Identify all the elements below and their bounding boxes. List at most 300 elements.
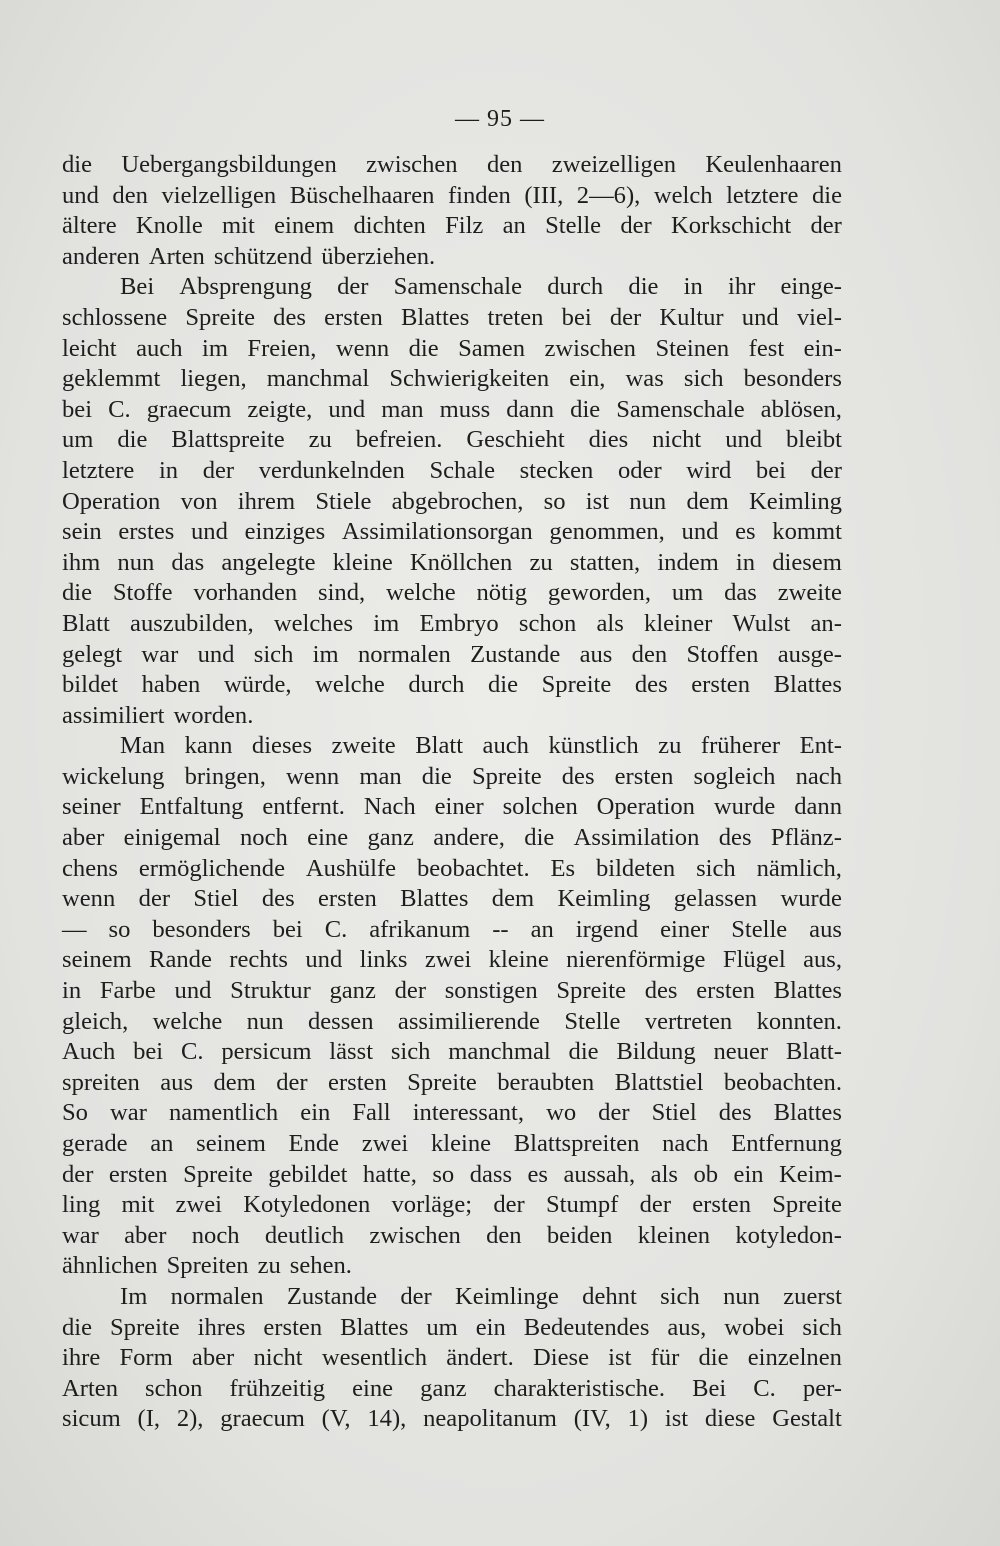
word: zwischen: [366, 151, 458, 178]
word: dann: [794, 793, 842, 821]
word: Blattes: [773, 977, 842, 1005]
word: sich: [683, 365, 724, 393]
word: links: [359, 946, 408, 974]
word: des: [261, 885, 295, 913]
word: geklemmt: [62, 365, 161, 393]
word: solchen: [502, 793, 578, 821]
word: Filz: [445, 212, 484, 240]
text-line: [62, 976, 842, 1007]
word: ist: [608, 1344, 632, 1372]
text-line: [62, 792, 842, 823]
word: würde,: [223, 671, 292, 699]
word: Spreiten: [166, 1252, 249, 1280]
text-line: [62, 1098, 842, 1129]
word: in: [158, 456, 179, 484]
word: Stoffe: [112, 579, 173, 607]
word: Bei: [692, 1374, 727, 1402]
word: zeigte,: [247, 395, 313, 423]
word: in: [735, 548, 756, 576]
word: beobachten.: [723, 1068, 842, 1096]
word: Spreite: [556, 977, 627, 1005]
word: und: [305, 946, 343, 974]
word: gerade: [62, 1130, 128, 1157]
word: Spreite: [185, 303, 256, 331]
word: manchmal: [448, 1038, 551, 1066]
word: Stelle: [731, 915, 788, 943]
word: an-: [810, 609, 842, 637]
text-line: [62, 272, 842, 303]
word: bildet: [62, 671, 119, 699]
word: neapolitanum: [423, 1405, 557, 1433]
word: der: [639, 1191, 672, 1219]
word: zu: [658, 732, 682, 760]
word: C.: [324, 915, 348, 943]
word: ersten: [692, 1191, 751, 1219]
word: Blatt: [62, 609, 110, 637]
word: dem: [491, 885, 535, 913]
word: dies: [588, 426, 629, 454]
word: war: [110, 1099, 147, 1127]
word: Rande: [149, 946, 212, 974]
word: entfernt.: [262, 793, 345, 821]
word: die: [62, 151, 93, 178]
word: des: [273, 303, 306, 331]
word: ling: [62, 1191, 101, 1219]
word: wesentlich: [321, 1344, 427, 1372]
word: die: [487, 671, 519, 699]
text-line: [62, 1190, 842, 1221]
word: das: [171, 548, 205, 576]
text-line: [62, 1404, 842, 1435]
word: kleine: [332, 548, 393, 576]
word: die: [62, 579, 93, 607]
word: letztere: [726, 181, 799, 209]
word: spreiten: [62, 1068, 140, 1096]
word: kann: [184, 732, 233, 760]
text-line: [62, 945, 842, 976]
word: zuerst: [783, 1282, 842, 1310]
word: Blattes: [400, 885, 469, 913]
word: kleine: [488, 946, 549, 974]
word: 14),: [367, 1405, 407, 1433]
word: auszubilden,: [130, 609, 254, 637]
word: nun: [117, 548, 155, 576]
word: lässt: [329, 1038, 374, 1066]
word: Keimling: [557, 885, 651, 913]
word: zweite: [777, 579, 842, 607]
text-line: [62, 1007, 842, 1038]
word: bildeten: [595, 854, 676, 882]
word: schon: [518, 609, 577, 637]
word: seinem: [196, 1130, 266, 1157]
word: ein: [733, 1160, 764, 1188]
text-line: [62, 884, 842, 915]
text-line: [62, 425, 842, 456]
word: Assimilation: [573, 824, 700, 852]
word: ausge-: [777, 640, 842, 668]
word: Stumpf: [545, 1191, 619, 1219]
word: die: [570, 395, 601, 423]
word: es: [527, 1160, 549, 1188]
word: sich: [253, 640, 294, 668]
word: Spreite: [772, 1191, 842, 1219]
word: so: [108, 915, 131, 943]
word: Schale: [429, 456, 495, 484]
word: sind,: [318, 579, 366, 607]
word: als: [596, 609, 624, 637]
word: den: [112, 181, 148, 209]
word: der: [810, 212, 842, 240]
word: aus,: [667, 1313, 707, 1341]
word: um: [62, 426, 94, 454]
word: aber: [191, 1344, 235, 1372]
word: (IV,: [573, 1405, 611, 1433]
word: oder: [617, 456, 662, 484]
word: einer: [660, 915, 710, 943]
word: die: [698, 1344, 729, 1372]
word: an: [530, 915, 554, 943]
word: indem: [657, 548, 719, 576]
word: in: [62, 977, 82, 1005]
word: und: [741, 303, 779, 331]
word: des: [718, 1099, 752, 1127]
word: Gestalt: [772, 1405, 842, 1433]
word: Fall: [352, 1099, 391, 1127]
text-line: [62, 1343, 842, 1374]
text-line: [62, 701, 842, 732]
word: welches: [273, 609, 354, 637]
word: dem: [686, 487, 729, 515]
word: haben: [141, 671, 201, 699]
word: zwei: [424, 946, 472, 974]
word: Entfaltung: [139, 793, 244, 821]
word: ein-: [803, 334, 842, 362]
word: ein: [475, 1313, 506, 1341]
word: überziehen.: [321, 242, 436, 270]
word: aussah,: [563, 1160, 636, 1188]
word: welche: [386, 579, 456, 607]
text-line: [62, 242, 842, 273]
word: leicht: [62, 334, 117, 362]
word: statten,: [569, 548, 641, 576]
word: gleich,: [62, 1007, 129, 1035]
word: Spreite: [407, 1068, 477, 1096]
word: Diese: [532, 1344, 589, 1372]
word: Samen: [458, 334, 526, 362]
word: die: [524, 824, 555, 852]
text-line: [62, 303, 842, 334]
word: Schwierigkeiten: [389, 365, 550, 393]
word: ihres: [197, 1313, 246, 1341]
word: beiden: [546, 1221, 613, 1249]
word: wickelung: [62, 762, 165, 790]
word: rechts: [229, 946, 288, 974]
word: sehen.: [289, 1252, 352, 1280]
word: Spreite: [183, 1160, 253, 1188]
word: charakteristische.: [493, 1374, 666, 1402]
word: worden.: [173, 701, 254, 729]
word: Farbe: [99, 977, 156, 1005]
word: wenn: [62, 885, 116, 913]
text-line: [62, 456, 842, 487]
word: C.: [753, 1374, 776, 1402]
word: ihm: [62, 548, 101, 576]
word: Geschieht: [466, 426, 565, 454]
word: gelassen: [673, 885, 758, 913]
word: seinem: [62, 946, 132, 974]
word: einge-: [780, 273, 842, 301]
word: früherer: [700, 732, 781, 760]
word: im: [373, 609, 400, 637]
word: aus,: [803, 946, 842, 974]
word: viel-: [796, 303, 842, 331]
word: mit: [222, 212, 255, 240]
word: Blattes: [773, 1099, 842, 1127]
word: Stiele: [315, 487, 372, 515]
word: so: [432, 1160, 455, 1188]
word: einzelnen: [747, 1344, 842, 1372]
word: Operation: [596, 793, 695, 821]
word: ganz: [329, 977, 376, 1005]
word: Im: [120, 1282, 148, 1310]
word: der: [62, 1160, 94, 1188]
word: ersten: [108, 1160, 168, 1188]
word: aber: [124, 1221, 167, 1249]
word: einer: [434, 793, 484, 821]
word: fest: [748, 334, 785, 362]
page-number: — 95 —: [455, 106, 545, 132]
word: nicht: [253, 1344, 303, 1372]
word: und: [725, 426, 763, 454]
word: nach: [662, 1130, 709, 1157]
word: durch: [408, 671, 465, 699]
word: dass: [469, 1160, 513, 1188]
text-line: [62, 548, 842, 579]
word: ob: [693, 1160, 719, 1188]
word: Arten: [62, 1374, 118, 1402]
word: dehnt: [582, 1282, 637, 1310]
word: --: [492, 915, 509, 943]
word: wurde: [713, 793, 776, 821]
word: Assimilationsorgan: [341, 518, 533, 546]
word: aus: [809, 915, 842, 943]
word: einem: [274, 212, 335, 240]
word: um: [671, 579, 704, 607]
word: zwischen: [544, 334, 636, 362]
word: nun: [246, 1007, 284, 1035]
word: Blatt: [415, 732, 464, 760]
word: angelegte: [221, 548, 316, 576]
word: chens: [62, 854, 118, 882]
word: und: [197, 640, 235, 668]
word: vorhanden: [193, 579, 298, 607]
text-line: [62, 823, 842, 854]
word: so: [543, 487, 566, 515]
word: C.: [108, 395, 131, 423]
text-line: [62, 1160, 842, 1191]
word: bei: [755, 456, 786, 484]
word: genommen,: [549, 518, 665, 546]
word: ist: [664, 1405, 689, 1433]
word: auch: [482, 732, 529, 760]
word: Bei: [120, 273, 155, 301]
word: schützend: [213, 242, 313, 270]
word: beobachtet.: [416, 854, 530, 882]
word: Spreite: [110, 1313, 180, 1341]
word: Stiel: [651, 1099, 697, 1127]
word: graecum: [220, 1405, 305, 1433]
word: normalen: [357, 640, 451, 668]
text-line: [62, 487, 842, 518]
word: von: [180, 487, 218, 515]
word: besonders: [152, 915, 251, 943]
word: Flügel: [722, 946, 786, 974]
word: sogleich: [693, 762, 776, 790]
word: dieses: [251, 732, 313, 760]
word: zweite: [331, 732, 396, 760]
word: ersten: [318, 885, 377, 913]
word: nun: [723, 1282, 760, 1310]
word: ersten: [614, 762, 674, 790]
word: Spreite: [471, 762, 542, 790]
word: welche: [152, 1007, 223, 1035]
word: des: [634, 671, 668, 699]
text-line: [62, 1037, 842, 1068]
word: persicum: [221, 1038, 312, 1066]
word: Blatt-: [785, 1038, 842, 1066]
word: schon: [145, 1374, 203, 1402]
word: kleine: [430, 1130, 492, 1157]
text-line: [62, 578, 842, 609]
word: Korkschicht: [670, 212, 792, 240]
word: zu: [257, 1252, 281, 1280]
word: des: [561, 762, 595, 790]
word: Blattes: [401, 303, 470, 331]
word: die: [568, 1038, 599, 1066]
word: bringen,: [184, 762, 266, 790]
word: Blattspreiten: [513, 1130, 640, 1157]
word: letztere: [62, 456, 135, 484]
word: und: [174, 977, 212, 1005]
word: Aushülfe: [305, 854, 397, 882]
word: bei: [62, 395, 93, 423]
word: Kotyledonen: [243, 1191, 371, 1219]
word: mit: [121, 1191, 155, 1219]
word: treten: [487, 303, 544, 331]
word: wenn: [285, 762, 340, 790]
word: und: [681, 518, 719, 546]
text-line: [62, 181, 842, 212]
word: Operation: [62, 487, 161, 515]
word: Pflänz-: [770, 824, 842, 852]
word: assimiliert: [62, 701, 165, 729]
word: Auch: [62, 1038, 116, 1066]
word: der: [337, 273, 369, 301]
word: per-: [802, 1374, 842, 1402]
word: eine: [307, 824, 349, 852]
word: der: [609, 303, 642, 331]
word: dessen: [307, 1007, 374, 1035]
text-line: [62, 1313, 842, 1344]
word: nötig: [476, 579, 528, 607]
word: noch: [191, 1221, 240, 1249]
word: muss: [439, 395, 491, 423]
word: welch: [653, 181, 713, 209]
word: sicum: [62, 1405, 121, 1433]
word: Keim-: [779, 1160, 842, 1188]
word: wobei: [724, 1313, 785, 1341]
word: kommt: [772, 518, 842, 546]
text-line: [62, 640, 842, 671]
word: So: [62, 1099, 88, 1127]
word: welche: [315, 671, 385, 699]
word: ersten: [328, 1068, 387, 1096]
word: (III,: [524, 181, 564, 209]
word: es: [735, 518, 756, 546]
word: Stelle: [564, 1007, 621, 1035]
word: der: [620, 212, 652, 240]
word: finden: [447, 181, 511, 209]
word: Knöllchen: [409, 548, 513, 576]
word: kleiner: [644, 609, 713, 637]
text-line: [62, 1251, 842, 1282]
word: Freien,: [247, 334, 317, 362]
word: Blattspreite: [171, 426, 285, 454]
text-line: [62, 670, 842, 701]
text-line: [62, 609, 842, 640]
word: Stoffen: [686, 640, 759, 668]
word: Stiel: [193, 885, 239, 913]
word: erstes: [118, 518, 175, 546]
text-line: [62, 731, 842, 762]
word: assimilierende: [397, 1007, 540, 1035]
word: andere,: [433, 824, 505, 852]
word: zweizelligen: [551, 151, 677, 178]
word: aber: [62, 824, 105, 852]
word: Zustande: [470, 640, 561, 668]
word: vorläge;: [391, 1191, 473, 1219]
body-text: [62, 150, 842, 1435]
word: namentlich: [168, 1099, 279, 1127]
text-line: [62, 1282, 842, 1313]
word: bei: [272, 915, 303, 943]
text-line: [62, 364, 842, 395]
text-line: [62, 517, 842, 548]
word: Keulenhaaren: [705, 151, 842, 178]
text-line: [62, 915, 842, 946]
word: dichten: [353, 212, 426, 240]
text-line: [62, 1129, 842, 1160]
word: des: [644, 977, 678, 1005]
word: künstlich: [548, 732, 639, 760]
word: ermöglichende: [138, 854, 286, 882]
word: Entfernung: [731, 1130, 842, 1157]
word: wird: [686, 456, 732, 484]
word: ihr: [727, 273, 756, 301]
word: sich: [696, 854, 736, 882]
word: vielzelligen: [161, 181, 277, 209]
word: dann: [506, 395, 555, 423]
word: 1): [627, 1405, 649, 1433]
word: beraubten: [497, 1068, 595, 1096]
word: nicht: [652, 426, 702, 454]
word: zwei: [361, 1130, 409, 1157]
word: die: [117, 426, 148, 454]
word: und: [328, 395, 366, 423]
word: liegen,: [180, 365, 247, 393]
word: einziges: [244, 518, 326, 546]
word: der: [394, 977, 427, 1005]
